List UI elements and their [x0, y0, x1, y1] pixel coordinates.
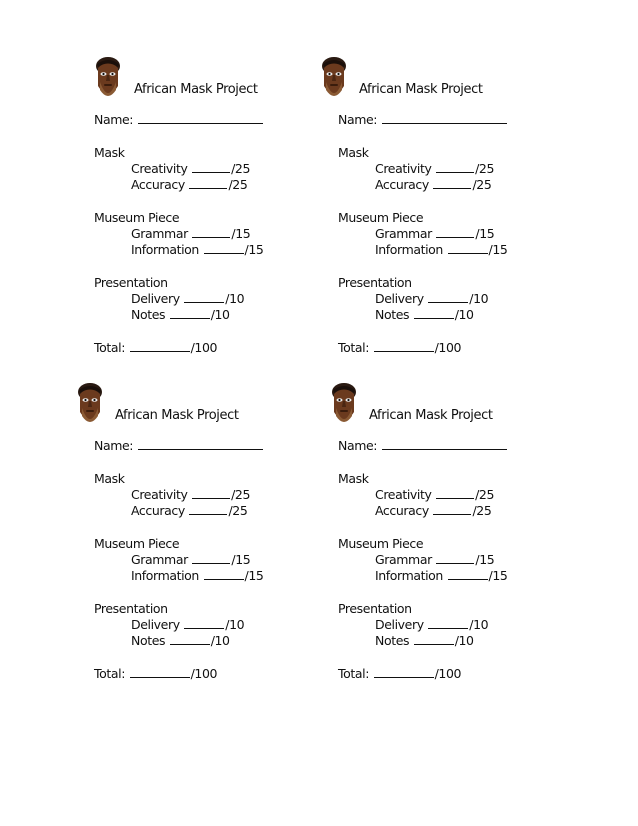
delivery-label: Delivery — [375, 617, 424, 632]
creativity-blank[interactable] — [436, 487, 474, 499]
card-title: African Mask Project — [359, 82, 483, 97]
notes-points: /10 — [454, 307, 474, 322]
information-label: Information — [131, 242, 199, 257]
notes-row — [375, 633, 474, 649]
accuracy-label: Accuracy — [131, 503, 185, 518]
total-blank[interactable] — [374, 666, 434, 678]
information-label: Information — [131, 568, 199, 583]
accuracy-blank[interactable] — [433, 503, 471, 515]
name-label: Name: — [338, 112, 378, 127]
grammar-points: /15 — [475, 226, 495, 241]
information-blank[interactable] — [204, 242, 244, 254]
delivery-label: Delivery — [375, 291, 424, 306]
total-label: Total: — [94, 666, 126, 681]
notes-label: Notes — [375, 633, 410, 648]
total-points: /100 — [190, 340, 218, 355]
information-label: Information — [375, 242, 443, 257]
delivery-label: Delivery — [131, 617, 180, 632]
total-row — [94, 666, 217, 682]
rubric-card — [338, 62, 578, 362]
notes-row — [131, 307, 230, 323]
mask-heading: Mask — [338, 145, 369, 160]
delivery-blank[interactable] — [184, 617, 224, 629]
total-points: /100 — [434, 340, 462, 355]
card-title: African Mask Project — [134, 82, 258, 97]
accuracy-label: Accuracy — [375, 177, 429, 192]
total-points: /100 — [434, 666, 462, 681]
information-points: /15 — [488, 242, 508, 257]
rubric-card — [94, 62, 334, 362]
delivery-row — [375, 291, 488, 307]
grammar-label: Grammar — [131, 226, 188, 241]
delivery-blank[interactable] — [184, 291, 224, 303]
accuracy-row — [131, 177, 247, 193]
total-row — [338, 666, 461, 682]
information-row — [131, 568, 263, 584]
creativity-blank[interactable] — [192, 161, 230, 173]
grammar-label: Grammar — [375, 226, 432, 241]
grammar-points: /15 — [475, 552, 495, 567]
information-points: /15 — [244, 568, 264, 583]
total-row — [338, 340, 461, 356]
notes-label: Notes — [131, 307, 166, 322]
museum-heading: Museum Piece — [94, 536, 180, 551]
notes-points: /10 — [210, 307, 230, 322]
creativity-label: Creativity — [131, 161, 188, 176]
information-points: /15 — [488, 568, 508, 583]
total-blank[interactable] — [130, 666, 190, 678]
delivery-row — [131, 617, 244, 633]
information-blank[interactable] — [448, 568, 488, 580]
grammar-row — [375, 226, 494, 242]
creativity-blank[interactable] — [436, 161, 474, 173]
accuracy-points: /25 — [228, 177, 248, 192]
delivery-blank[interactable] — [428, 617, 468, 629]
accuracy-label: Accuracy — [131, 177, 185, 192]
information-row — [131, 242, 263, 258]
accuracy-points: /25 — [228, 503, 248, 518]
grammar-label: Grammar — [375, 552, 432, 567]
total-label: Total: — [338, 340, 370, 355]
information-label: Information — [375, 568, 443, 583]
grammar-row — [131, 226, 250, 242]
creativity-label: Creativity — [131, 487, 188, 502]
name-row — [338, 112, 508, 128]
museum-heading: Museum Piece — [94, 210, 180, 225]
presentation-heading: Presentation — [94, 275, 168, 290]
creativity-row — [131, 487, 250, 503]
notes-row — [375, 307, 474, 323]
grammar-blank[interactable] — [436, 552, 474, 564]
creativity-label: Creativity — [375, 487, 432, 502]
creativity-points: /25 — [231, 161, 250, 176]
notes-blank[interactable] — [414, 633, 454, 645]
name-row — [94, 438, 264, 454]
accuracy-points: /25 — [472, 177, 492, 192]
delivery-points: /10 — [225, 291, 245, 306]
total-label: Total: — [338, 666, 370, 681]
delivery-row — [375, 617, 488, 633]
creativity-blank[interactable] — [192, 487, 230, 499]
creativity-row — [375, 161, 494, 177]
notes-points: /10 — [454, 633, 474, 648]
delivery-label: Delivery — [131, 291, 180, 306]
accuracy-points: /25 — [472, 503, 492, 518]
delivery-points: /10 — [225, 617, 245, 632]
notes-blank[interactable] — [170, 307, 210, 319]
mask-heading: Mask — [94, 145, 125, 160]
grammar-blank[interactable] — [192, 226, 230, 238]
creativity-row — [375, 487, 494, 503]
delivery-blank[interactable] — [428, 291, 468, 303]
delivery-points: /10 — [469, 291, 489, 306]
accuracy-blank[interactable] — [189, 503, 227, 515]
accuracy-row — [375, 503, 491, 519]
total-points: /100 — [190, 666, 218, 681]
museum-heading: Museum Piece — [338, 210, 424, 225]
creativity-points: /25 — [231, 487, 250, 502]
african-mask-icon — [330, 382, 358, 428]
information-points: /15 — [244, 242, 264, 257]
accuracy-blank[interactable] — [189, 177, 227, 189]
grammar-blank[interactable] — [192, 552, 230, 564]
total-blank[interactable] — [130, 340, 190, 352]
name-label: Name: — [338, 438, 378, 453]
notes-label: Notes — [131, 633, 166, 648]
creativity-row — [131, 161, 250, 177]
grammar-label: Grammar — [131, 552, 188, 567]
name-row — [94, 112, 264, 128]
information-row — [375, 242, 507, 258]
information-blank[interactable] — [448, 242, 488, 254]
accuracy-row — [131, 503, 247, 519]
notes-label: Notes — [375, 307, 410, 322]
creativity-points: /25 — [475, 487, 494, 502]
name-row — [338, 438, 508, 454]
mask-heading: Mask — [338, 471, 369, 486]
name-label: Name: — [94, 438, 134, 453]
grammar-points: /15 — [231, 552, 251, 567]
african-mask-icon — [94, 56, 122, 102]
name-blank[interactable] — [138, 112, 263, 124]
name-label: Name: — [94, 112, 134, 127]
creativity-label: Creativity — [375, 161, 432, 176]
total-blank[interactable] — [374, 340, 434, 352]
name-blank[interactable] — [382, 438, 507, 450]
presentation-heading: Presentation — [338, 601, 412, 616]
card-title: African Mask Project — [369, 408, 493, 423]
delivery-row — [131, 291, 244, 307]
rubric-card — [338, 388, 578, 688]
presentation-heading: Presentation — [94, 601, 168, 616]
african-mask-icon — [320, 56, 348, 102]
creativity-points: /25 — [475, 161, 494, 176]
information-blank[interactable] — [204, 568, 244, 580]
accuracy-label: Accuracy — [375, 503, 429, 518]
card-title: African Mask Project — [115, 408, 239, 423]
notes-blank[interactable] — [170, 633, 210, 645]
notes-row — [131, 633, 230, 649]
african-mask-icon — [76, 382, 104, 428]
grammar-row — [131, 552, 250, 568]
museum-heading: Museum Piece — [338, 536, 424, 551]
notes-blank[interactable] — [414, 307, 454, 319]
grammar-row — [375, 552, 494, 568]
name-blank[interactable] — [138, 438, 263, 450]
total-row — [94, 340, 217, 356]
presentation-heading: Presentation — [338, 275, 412, 290]
delivery-points: /10 — [469, 617, 489, 632]
accuracy-row — [375, 177, 491, 193]
mask-heading: Mask — [94, 471, 125, 486]
name-blank[interactable] — [382, 112, 507, 124]
accuracy-blank[interactable] — [433, 177, 471, 189]
grammar-blank[interactable] — [436, 226, 474, 238]
grammar-points: /15 — [231, 226, 251, 241]
information-row — [375, 568, 507, 584]
rubric-card — [94, 388, 334, 688]
notes-points: /10 — [210, 633, 230, 648]
total-label: Total: — [94, 340, 126, 355]
